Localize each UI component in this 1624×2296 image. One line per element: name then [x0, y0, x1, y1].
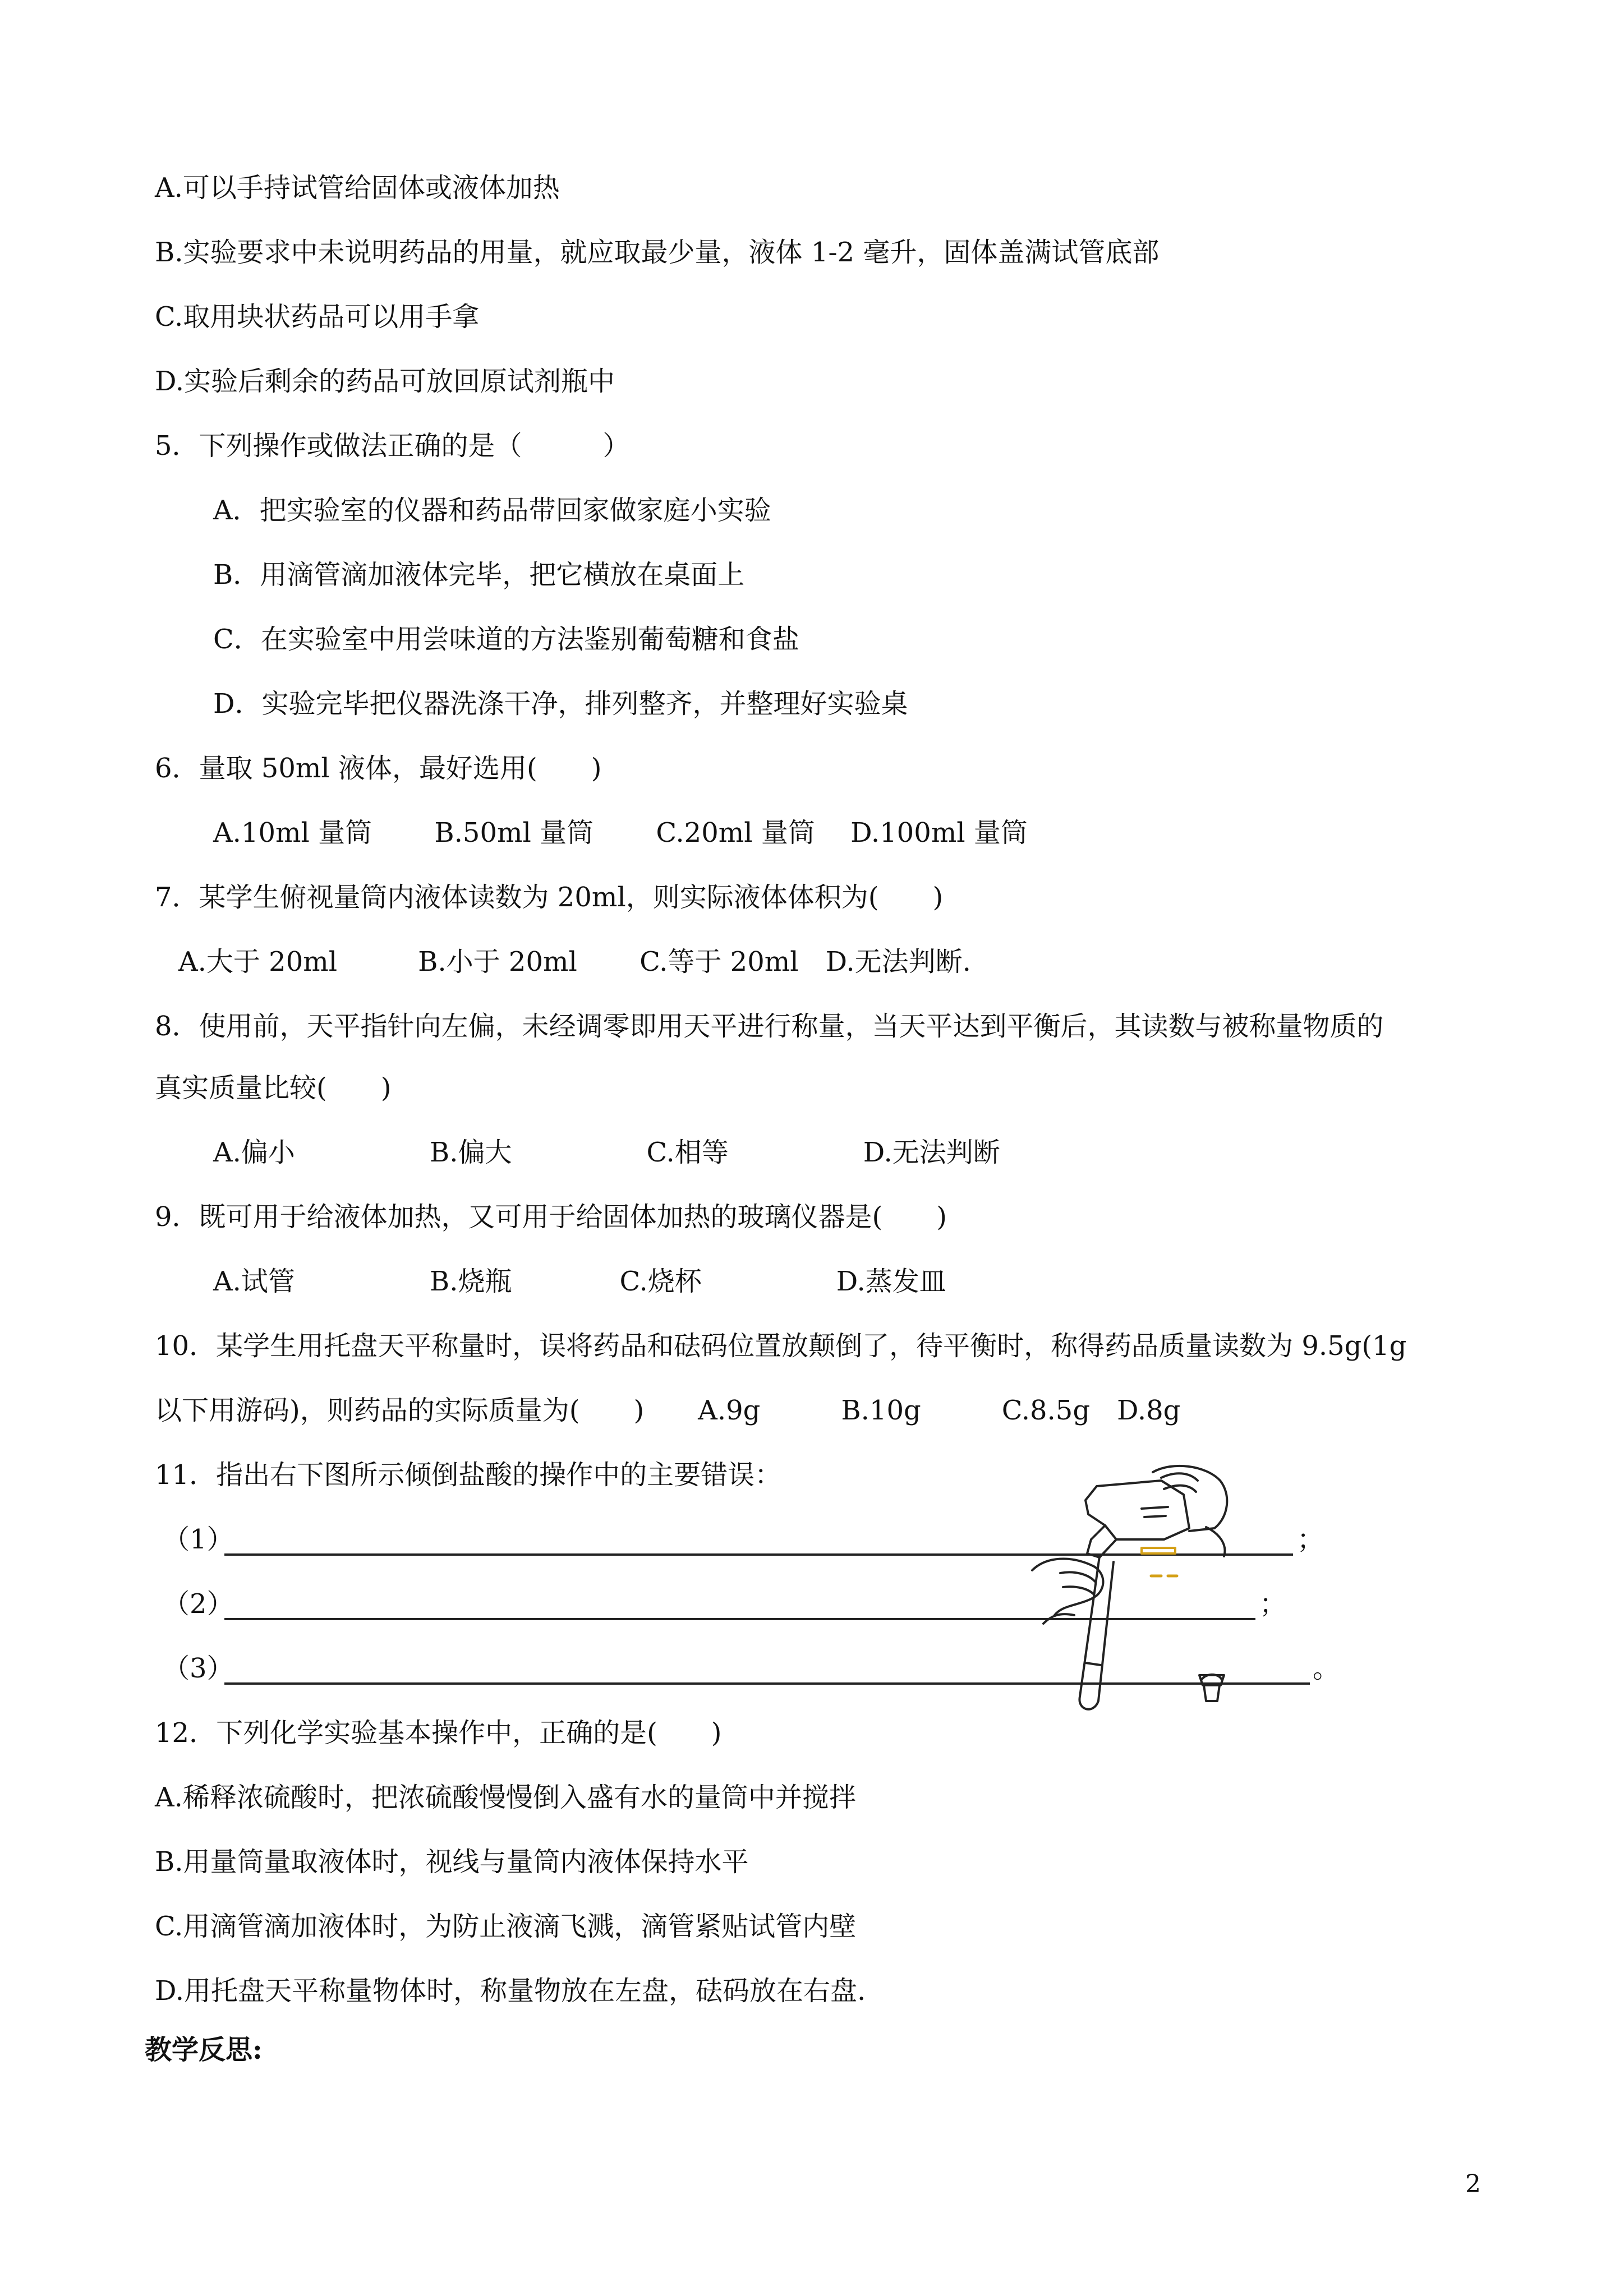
q5-option-d: D．实验完毕把仪器洗涤干净，排列整齐，并整理好实验桌 — [213, 688, 908, 720]
q4-option-a: A.可以手持试管给固体或液体加热 — [155, 172, 560, 204]
q10-line2: 以下用游码)，则药品的实际质量为( ) A.9g B.10g C.8.5g D.8g — [155, 1395, 1181, 1426]
q11-stem: 11．指出右下图所示倾倒盐酸的操作中的主要错误： — [155, 1459, 782, 1491]
q5-option-a: A．把实验室的仪器和药品带回家做家庭小实验 — [213, 495, 771, 526]
page-number: 2 — [1465, 2170, 1481, 2198]
q12-stem: 12．下列化学实验基本操作中，正确的是( ) — [155, 1717, 722, 1749]
q6-stem: 6．量取 50ml 液体，最好选用( ) — [155, 753, 602, 784]
q5-option-b: B．用滴管滴加液体完毕，把它横放在桌面上 — [213, 559, 745, 591]
q4-option-b: B.实验要求中未说明药品的用量，就应取最少量，液体 1-2 毫升，固体盖满试管底部 — [155, 237, 1160, 268]
q11-blank-3-label: （3） — [163, 1653, 234, 1684]
teaching-reflection-title: 教学反思: — [145, 2034, 263, 2066]
q11-blank-3-end: 。 — [1313, 1653, 1340, 1684]
q4-option-c: C.取用块状药品可以用手拿 — [155, 301, 480, 333]
q4-option-d: D.实验后剩余的药品可放回原试剂瓶中 — [155, 366, 615, 397]
q11-blank-2-label: （2） — [163, 1588, 234, 1620]
q8-stem-line2: 真实质量比较( ) — [155, 1072, 392, 1104]
q9-stem: 9．既可用于给液体加热，又可用于给固体加热的玻璃仪器是( ) — [155, 1201, 947, 1233]
q7-options: A.大于 20ml B.小于 20ml C.等于 20ml D.无法判断. — [178, 946, 971, 978]
q10-line1: 10．某学生用托盘天平称量时，误将药品和砝码位置放颠倒了，待平衡时，称得药品质量读数为 9.5g(1g — [155, 1330, 1407, 1362]
q6-options: A.10ml 量筒 B.50ml 量筒 C.20ml 量筒 D.100ml 量筒 — [213, 817, 1028, 849]
q9-options: A.试管 B.烧瓶 C.烧杯 D.蒸发皿 — [213, 1266, 946, 1297]
q12-option-b: B.用量筒量取液体时，视线与量筒内液体保持水平 — [155, 1846, 749, 1878]
q5-stem: 5．下列操作或做法正确的是（ ） — [155, 430, 630, 462]
q8-stem-line1: 8．使用前，天平指针向左偏，未经调零即用天平进行称量，当天平达到平衡后，其读数与被称量物质的 — [155, 1011, 1384, 1042]
q8-options: A.偏小 B.偏大 C.相等 D.无法判断 — [213, 1137, 1000, 1168]
q12-option-d: D.用托盘天平称量物体时，称量物放在左盘，砝码放在右盘. — [155, 1975, 866, 2007]
q12-option-c: C.用滴管滴加液体时，为防止液滴飞溅，滴管紧贴试管内壁 — [155, 1911, 857, 1942]
pouring-acid-figure — [1021, 1455, 1335, 1719]
q11-blank-2-end: ； — [1259, 1588, 1287, 1620]
q11-blank-1-label: （1） — [163, 1524, 234, 1555]
q11-blank-1-end: ； — [1297, 1524, 1324, 1555]
q7-stem: 7．某学生俯视量筒内液体读数为 20ml，则实际液体体积为( ) — [155, 882, 944, 913]
q12-option-a: A.稀释浓硫酸时，把浓硫酸慢慢倒入盛有水的量筒中并搅拌 — [155, 1782, 856, 1813]
q5-option-c: C．在实验室中用尝味道的方法鉴别葡萄糖和食盐 — [213, 624, 799, 655]
